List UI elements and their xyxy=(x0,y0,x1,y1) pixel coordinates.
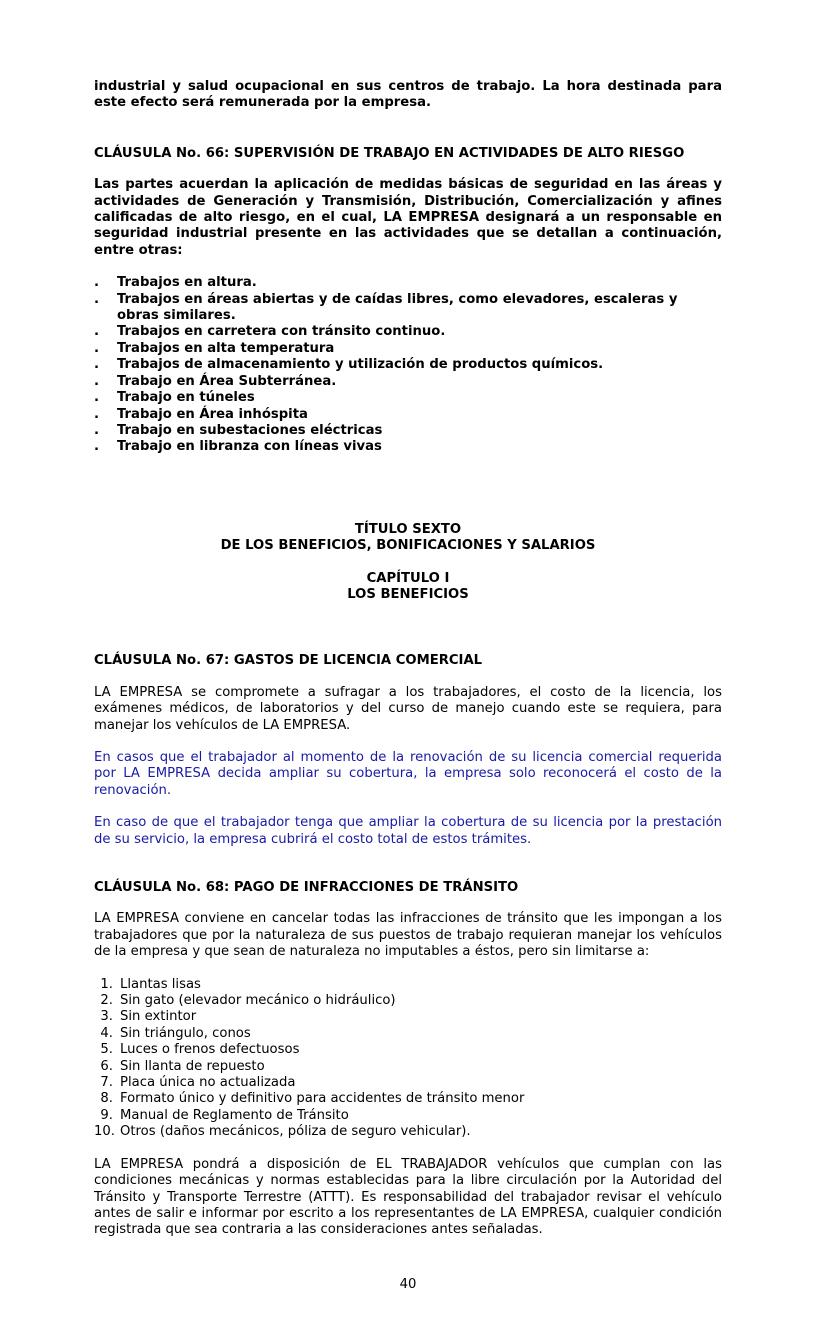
clause-68-title: CLÁUSULA No. 68: PAGO DE INFRACCIONES DE TRÁNSITO xyxy=(94,880,519,895)
clause-66-list xyxy=(94,275,722,455)
list-item: 2. Sin gato (elevador mecánico o hidráulico) xyxy=(100,993,396,1009)
page-content xyxy=(94,79,722,1239)
clause-68-paragraph-1: LA EMPRESA conviene en cancelar todas las infracciones de tránsito que les impongan a los trabajadores que por la naturaleza de sus puestos de trabajo requieran manejar los vehículos de la empresa y que sean de naturaleza no imputables a éstos, pero sin limitarse a: xyxy=(94,911,722,960)
list-item: . Trabajo en túneles xyxy=(94,390,722,406)
chapter-subheading: LOS BENEFICIOS xyxy=(347,586,469,602)
list-item: 8. Formato único y definitivo para accidentes de tránsito menor xyxy=(100,1091,525,1107)
list-item: 9. Manual de Reglamento de Tránsito xyxy=(100,1107,349,1123)
clause-67-paragraph-2: En casos que el trabajador al momento de la renovación de su licencia comercial requerida por LA EMPRESA decida ampliar su cobertura, la empresa solo reconocerá el costo de la renovación. xyxy=(94,749,722,798)
list-item: . Trabajos en altura. xyxy=(94,275,722,291)
list-item: 3. Sin extintor xyxy=(100,1009,197,1025)
clause-67-title: CLÁUSULA No. 67: GASTOS DE LICENCIA COMERCIAL xyxy=(94,653,483,669)
list-item: 7. Placa única no actualizada xyxy=(100,1075,296,1091)
list-item: . Trabajo en Área Subterránea. xyxy=(94,374,722,390)
list-item: . Trabajos en alta temperatura xyxy=(94,341,722,357)
list-item: . Trabajos en carretera con tránsito continuo. xyxy=(94,324,722,340)
list-item: . Trabajo en libranza con líneas vivas xyxy=(94,439,722,455)
title-subheading: DE LOS BENEFICIOS, BONIFICACIONES Y SALARIOS xyxy=(220,538,596,554)
clause-66-paragraph: Las partes acuerdan la aplicación de medidas básicas de seguridad en las áreas y actividades de Generación y Transmisión, Distribución, Comercialización y afines calificadas de alto riesgo, en el cual, LA EMPRESA designará a un responsable en seguridad industrial presente en las actividades que se detallan a continuación, entre otras: xyxy=(94,177,723,258)
clause-66-title: CLÁUSULA No. 66: SUPERVISIÓN DE TRABAJO EN ACTIVIDADES DE ALTO RIESGO xyxy=(94,145,685,161)
clause-68-list xyxy=(94,977,722,1141)
page-number: 40 xyxy=(399,1277,417,1292)
intro-paragraph: industrial y salud ocupacional en sus centros de trabajo. La hora destinada para este efecto será remunerada por la empresa. xyxy=(94,79,722,111)
title-heading: TÍTULO SEXTO xyxy=(354,521,462,537)
list-item: . Trabajos de almacenamiento y utilización de productos químicos. xyxy=(94,357,722,373)
list-item: . Trabajos en áreas abiertas y de caídas libres, como elevadores, escaleras y obras similares. xyxy=(94,292,722,325)
list-item: 10. Otros (daños mecánicos, póliza de seguro vehicular). xyxy=(94,1124,471,1140)
list-item: 4. Sin triángulo, conos xyxy=(100,1025,251,1041)
clause-67-paragraph-3: En caso de que el trabajador tenga que ampliar la cobertura de su licencia por la prestación de su servicio, la empresa cubrirá el costo total de estos trámites. xyxy=(94,815,722,847)
list-item: 5. Luces o frenos defectuosos xyxy=(100,1042,300,1058)
clause-68-paragraph-2: LA EMPRESA pondrá a disposición de EL TRABAJADOR vehículos que cumplan con las condiciones mecánicas y normas establecidas para la libre circulación por la Autoridad del Tránsito y Transporte Terrestre (ATTT). Es responsabilidad del trabajador revisar el vehículo antes de salir e informar por escrito a los representantes de LA EMPRESA, cualquier condición registrada que sea contraria a las consideraciones antes señaladas. xyxy=(94,1156,722,1238)
clause-67-paragraph-1: LA EMPRESA se compromete a sufragar a los trabajadores, el costo de la licencia, los exámenes médicos, de laboratorios y del curso de manejo cuando este se requiera, para manejar los vehículos de LA EMPRESA. xyxy=(94,684,722,733)
list-item: 6. Sin llanta de repuesto xyxy=(100,1058,265,1074)
chapter-heading: CAPÍTULO I xyxy=(366,570,450,586)
list-item: 1. Llantas lisas xyxy=(100,976,201,992)
list-item: . Trabajo en Área inhóspita xyxy=(94,407,722,423)
list-item: . Trabajo en subestaciones eléctricas xyxy=(94,423,722,439)
